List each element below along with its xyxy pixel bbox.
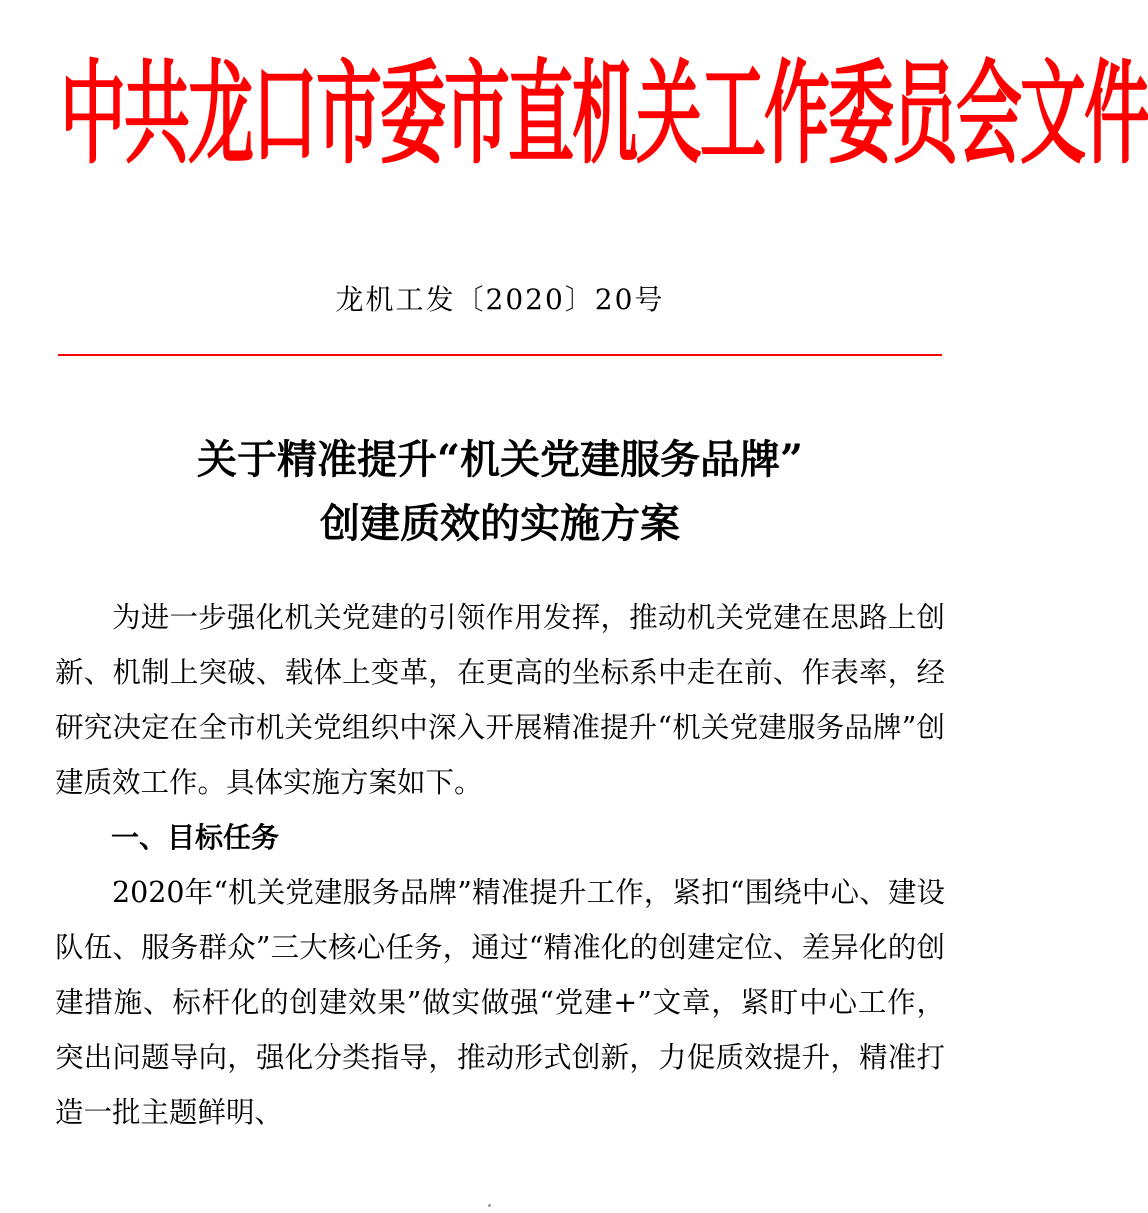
page-marker-dot (488, 1204, 491, 1207)
section-goals-paragraph: 2020年“机关党建服务品牌”精准提升工作，紧扣“围绕中心、建设队伍、服务群众”三大核心任务，通过“精准化的创建定位、差异化的创建措施、标杆化的创建效果”做实做强“党建+”文章，紧盯中心工作，突出问题导向，强化分类指导，推动形式创新，力促质效提升，精准打造一批主题鲜明、 (55, 876, 945, 1129)
document-title (0, 428, 1000, 556)
document-number: 龙机工发〔2020〕20号 (335, 283, 665, 316)
section-heading-goals: 一、目标任务 (111, 821, 280, 854)
document-body (55, 590, 945, 1140)
document-title-line-1: 关于精准提升“机关党建服务品牌” (196, 436, 803, 483)
document-title-line-2: 创建质效的实施方案 (320, 500, 680, 547)
issuer-header-title: 中共龙口市委市直机关工作委员会文件 (60, 48, 1148, 180)
red-divider-line (58, 354, 942, 356)
intro-paragraph: 为进一步强化机关党建的引领作用发挥，推动机关党建在思路上创新、机制上突破、载体上变革，在更高的坐标系中走在前、作表率，经研究决定在全市机关党组织中深入开展精准提升“机关党建服务品牌”创建质效工作。具体实施方案如下。 (55, 601, 945, 799)
